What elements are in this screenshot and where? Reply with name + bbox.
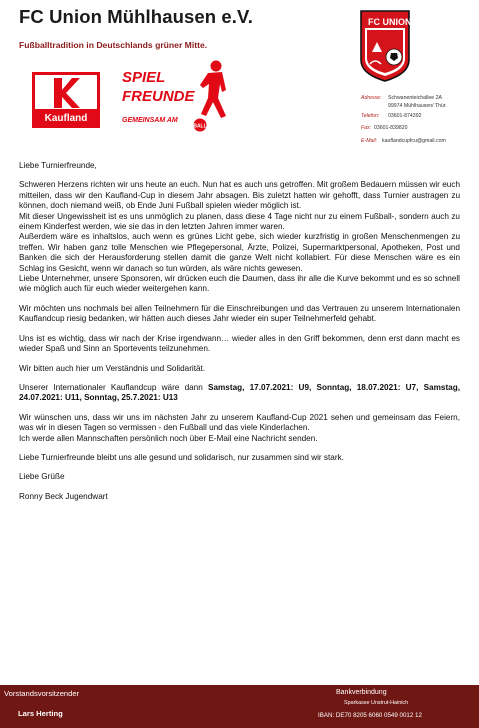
- letter-paragraph: Außerdem wäre es inhaltslos, auch wenn es grünes Licht gebe, sich wieder kurzfristig in großen Menschenmengen zu treffen. Wir haben ganz tolle Menschen wie Pflegepersonal, Ärzte, Polizei, Supermarktpersonal, Apotheken, Post und Banken die sich der Herausforderung stellen damit die ganze Welt nicht kollabiert. Für diese Menschen wäre es ein Schlag ins Gesicht, wenn wir danach so tun würden, als wäre nichts gewesen.: [19, 232, 460, 273]
- kaufland-logo: [32, 72, 100, 128]
- letter-paragraph: Liebe Unternehmer, unsere Sponsoren, wir drücken euch die Daumen, dass ihr alle die Kurve bekommt und es so schnell wie möglich auch für euch wieder weitergehen kann.: [19, 274, 460, 294]
- spiel-line3: GEMEINSAM AM: [122, 117, 178, 124]
- chair-name: Lars Herting: [18, 709, 63, 718]
- letter-closing: Liebe Grüße: [19, 472, 65, 482]
- footer-bar: [0, 685, 479, 728]
- club-tagline: Fußballtradition in Deutschlands grüner Mitte.: [19, 40, 208, 50]
- chair-title: Vorstandsvorsitzender: [4, 689, 80, 698]
- letter-paragraph: Liebe Turnierfreunde bleibt uns alle gesund und solidarisch, nur zusammen sind wir stark.: [19, 452, 344, 462]
- letter-paragraph: Ich werde allen Mannschaften persönlich noch über E-Mail eine Nachricht senden.: [19, 433, 318, 443]
- crest-fc-text: FC UNION: [368, 17, 412, 27]
- email-value: kauflandcupfcu@gmail.com: [382, 138, 446, 144]
- letter-paragraph: Mit dieser Ungewissheit ist es uns unmöglich zu planen, dass diese 4 Tage nicht nur zu einem Fußball-, sondern auch zu einem Kinderfest werden, wie sie das in den letzten Jahren immer waren.: [19, 211, 460, 232]
- letter-greeting: Liebe Turnierfreunde,: [19, 161, 97, 170]
- fax-value: 03601-839820: [374, 125, 408, 131]
- bank-name: Sparkasse Unstrut-Hainich: [344, 700, 409, 706]
- letter-paragraph: Wir wünschen uns, dass wir uns im nächsten Jahr zu unserem Kaufland-Cup 2021 sehen und gemeinsam das Feiern, was wir in diesen Tagen so vermissen - den Fußball und das viele Kinderlachen.: [19, 412, 460, 433]
- letter-paragraph: Wir bitten auch hier um Verständnis und Solidarität.: [19, 363, 206, 373]
- footer-chair: [4, 689, 80, 718]
- dates-intro: Unserer Internationaler Kauflandcup wäre dann: [19, 382, 203, 392]
- address-line2: 99974 Mühlhausen/ Thür.: [388, 103, 447, 109]
- address-line1: Schwanenteichallee 2A: [388, 95, 442, 101]
- spielfreunde-logo: [118, 58, 236, 138]
- club-name: FC Union Mühlhausen e.V.: [19, 6, 254, 27]
- letter-body: [19, 161, 460, 502]
- telefon-label: Telefon:: [361, 113, 380, 119]
- letter-paragraph: Wir möchten uns nochmals bei allen Teilnehmern für die Einschreibungen und das Vertrauen zu unserem Internationalen Kauflandcup riesig bedanken, wir hätten auch dieses Jahr wieder ein super Teilnehmerfeld gehabt.: [19, 303, 460, 324]
- bank-title: Bankverbindung: [336, 689, 387, 696]
- letter-dates-paragraph: [19, 383, 460, 404]
- fax-label: Fax:: [361, 125, 372, 131]
- telefon-value: 03601-874392: [388, 113, 422, 119]
- spiel-ball-text: BALL: [193, 123, 207, 130]
- letter-paragraph: Uns ist es wichtig, dass wir nach der Krise irgendwann… wieder alles in den Griff bekommen, denn erst dann macht es wieder Spaß und Sinn an Sportevents teilzunehmen.: [19, 333, 460, 354]
- spiel-line2: FREUNDE: [122, 88, 195, 105]
- email-label: E-Mail:: [361, 138, 378, 144]
- letter-paragraph: Schweren Herzens richten wir uns heute an euch. Nun hat es auch uns getroffen. Mit großem Bedauern müssen wir euch mitteilen, dass wir den Kaufland-Cup in diesem Jahr absagen. Bis zuletzt hatten wir gehofft, dass Turnier austragen zu können, doch niemand weiß, ob Ende Juni Fußball spielen wieder möglich ist.: [19, 180, 460, 211]
- letter-signature: Ronny Beck Jugendwart: [19, 491, 108, 501]
- bank-iban: IBAN: DE70 8205 6060 0549 0012 12: [318, 712, 422, 719]
- kaufland-label: Kaufland: [44, 113, 88, 124]
- spiel-line1: SPIEL: [122, 69, 166, 86]
- address-label: Adresse:: [361, 95, 382, 101]
- tournament-dates: Samstag, 17.07.2021: U9, Sonntag, 18.07.2021: U7, Samstag, 24.07.2021: U11, Sonntag, 25.7.2021: U13: [19, 382, 460, 403]
- club-crest-logo: [357, 8, 413, 84]
